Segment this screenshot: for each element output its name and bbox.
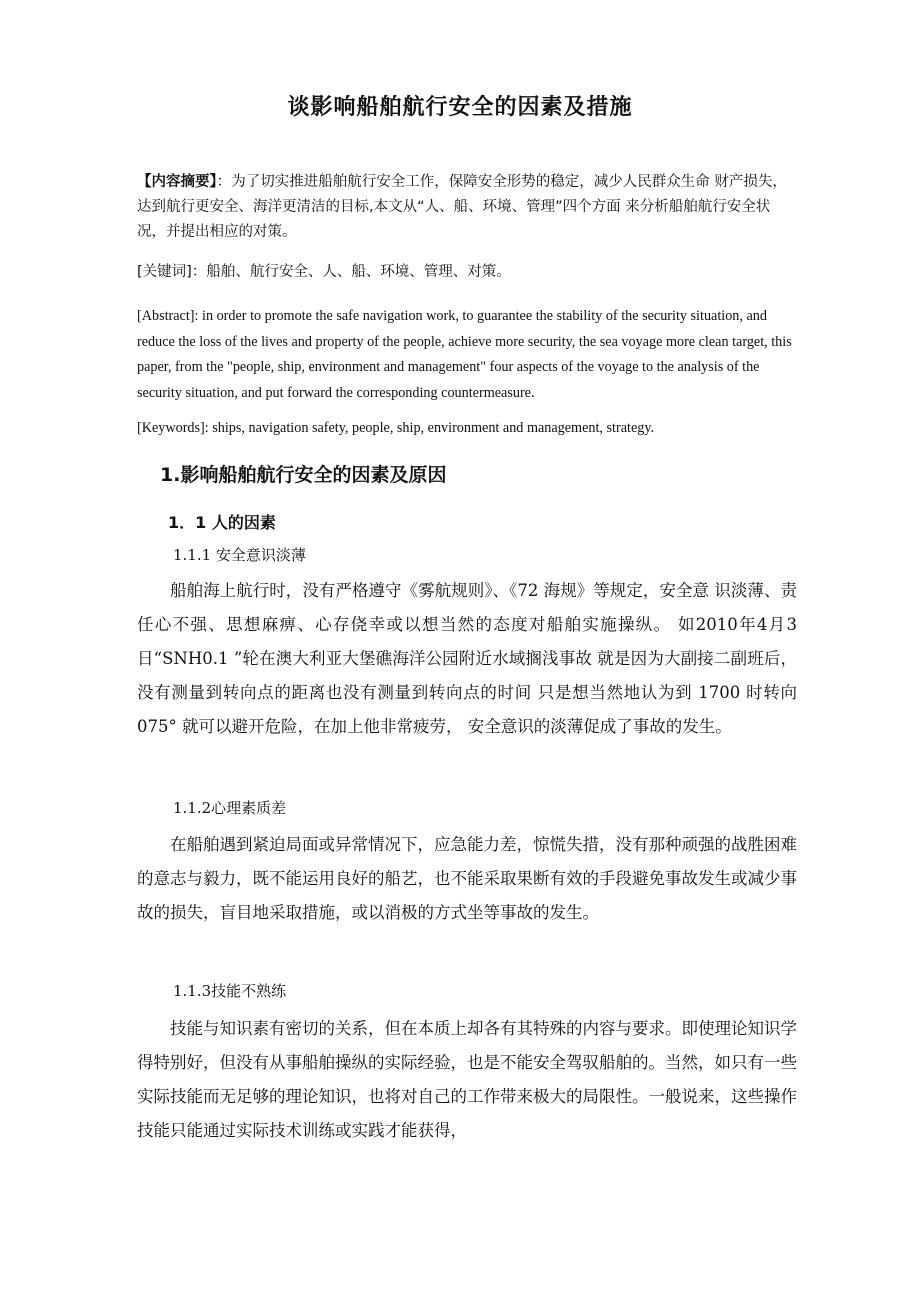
item-heading-1-1-2: 1.1.2心理素质差 [173, 799, 287, 817]
keywords-chinese: [关键词]：船舶、航行安全、人、船、环境、管理、对策。 [137, 264, 511, 280]
section-heading-1: 1.影响船舶航行安全的因素及原因 [160, 464, 447, 486]
abstract-label: 【内容摘要】 [137, 174, 217, 190]
subsection-heading-1-1: 1．1 人的因素 [168, 513, 276, 532]
abstract-chinese [137, 170, 797, 245]
paragraph-1-1-2: 在船舶遇到紧迫局面或异常情况下，应急能力差，惊慌失措，没有那种顽强的战胜困难的意志与毅力，既不能运用良好的船艺，也不能采取果断有效的手段避免事故发生或减少事故的损失，盲目地采取措施，或以消极的方式坐等事故的发生。 [137, 835, 797, 922]
item-heading-1-1-1: 1.1.1 安全意识淡薄 [173, 546, 306, 564]
paragraph-1-1-1: 船舶海上航行时，没有严格遵守《雾航规则》、《72 海规》等规定，安全意 识淡薄、责任心不强、思想麻痹、心存侥幸或以想当然的态度对船舶实施操纵。 如2010年4月3日“SNH0.1 ”轮在澳大利亚大堡礁海洋公园附近水域搁浅事故 就是因为大副接二副班后，没有测量到转向点的距离也没有测量到转向点的时间 只是想当然地认为到 1700 时转向 075° 就可以避开危险，在加上他非常疲劳， 安全意识的淡薄促成了事故的发生。 [137, 581, 797, 736]
keywords-english: [Keywords]: ships, navigation safety, people, ship, environment and management, strategy. [137, 420, 655, 436]
abstract-text: ：为了切实推进船舶航行安全工作，保障安全形势的稳定，减少人民群众生命 财产损失，达到航行更安全、海洋更清洁的目标,本文从“人、船、环境、管理”四个方面 来分析船舶航行安全状况，并提出相应的对策。 [137, 174, 787, 240]
abstract-english: [Abstract]: in order to promote the safe navigation work, to guarantee the stability of the security situation, and reduce the loss of the lives and property of the people, achieve more security, the sea voyage more clean target, this paper, from the "people, ship, environment and management" four aspects of the voyage to the analysis of the security situation, and put forward the corresponding countermeasure. [137, 308, 792, 401]
document-title: 谈影响船舶航行安全的因素及措施 [287, 95, 633, 120]
paragraph-1-1-3: 技能与知识素有密切的关系，但在本质上却各有其特殊的内容与要求。即使理论知识学得特别好，但没有从事船舶操纵的实际经验，也是不能安全驾驭船舶的。当然，如只有一些实际技能而无足够的理论知识，也将对自己的工作带来极大的局限性。一般说来，这些操作技能只能通过实际技术训练或实践才能获得， [137, 1019, 797, 1140]
item-heading-1-1-3: 1.1.3技能不熟练 [173, 982, 287, 1000]
